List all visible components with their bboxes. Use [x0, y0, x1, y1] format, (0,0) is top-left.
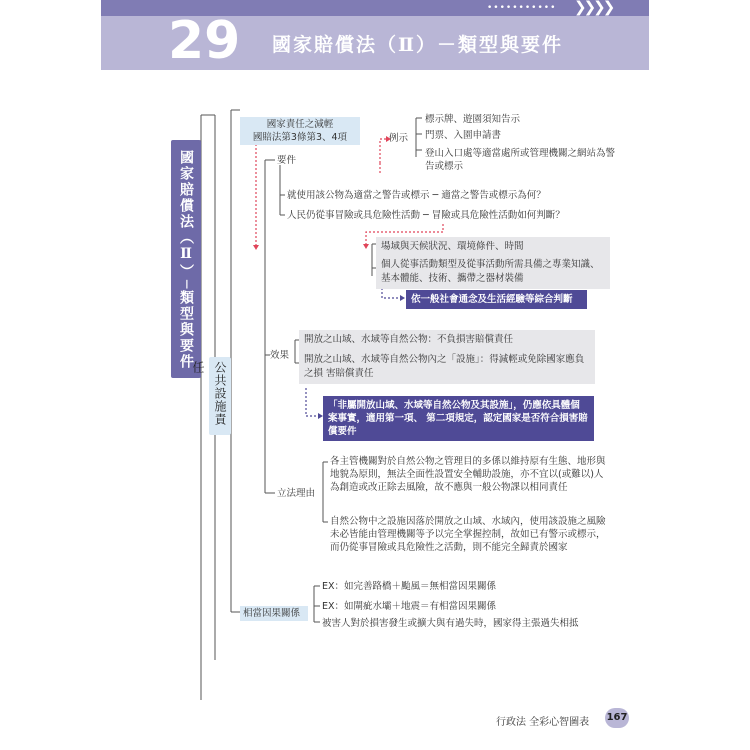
risk-factor: 個人從事活動類型及從事活動所需具備之專業知識、基本體能、技術、攜帶之器材裝備 — [381, 259, 600, 284]
examples-label: 例示 — [389, 133, 409, 144]
risk-judgement-box: 依一般社會通念及生活經驗等綜合判斷 — [406, 290, 587, 309]
vertical-chapter-title: 國家賠償法（Ⅱ）─類型與要件 — [171, 140, 201, 378]
example-item: 登山入口處等適當處所或管理機關之網站為警告或標示 — [425, 148, 616, 172]
legislative-reason: 各主管機關對於自然公物之管理目的多係以維持原有生態、地形與地貌為原則，無法全面性設置安全輔助設施，亦不宜以(或難以)人為創造或改正除去風險，故不應與一般公物課以相同責任 — [330, 456, 606, 493]
header-dots: ••••••••••• — [487, 3, 557, 13]
effect-item: 開放之山域、水域等自然公物內之「設施」：得減輕或免除國家應負之損 害賠償責任 — [304, 354, 585, 379]
chapter-title: 國家賠償法（Ⅱ）－類型與要件 — [272, 34, 564, 56]
risk-factors-box — [376, 237, 610, 289]
example-item: 標示牌、遊園須知告示 — [425, 114, 521, 125]
chapter-number: 29 — [168, 11, 241, 71]
effect-item: 開放之山域、水域等自然公物：不負損害賠償責任 — [304, 334, 514, 345]
requirement-question-1: 就使用該公物為適當之警告或標示 ─ 適當之警告或標示為何？ — [287, 190, 546, 201]
legislative-reason: 自然公物中之設施因落於開放之山域、水域內，使用該設施之風險未必皆能由管理機關等予以完全掌握控制，故如已有警示或標示，而仍從事冒險或具危險性之活動，則不能完全歸責於國家 — [330, 516, 606, 553]
liability-reduction-title: 國家責任之減輕 — [266, 119, 334, 130]
example-item: 門票、入園申請書 — [425, 130, 502, 141]
effect-note-box: 「非屬開放山域、水域等自然公物及其設施」，仍應依具體個案事實，適用第一項、 第二項規定，認定國家是否符合損害賠償要件 — [323, 396, 594, 441]
section-label: 公共設施責任 — [209, 357, 231, 435]
law-reference: 國賠法第3條第3、4項 — [252, 132, 348, 143]
risk-factor: 場域與天候狀況、環境條件、時間 — [381, 241, 524, 252]
causation-item: 被害人對於損害發生或擴大與有過失時，國家得主張過失相抵 — [322, 618, 579, 629]
causation-item: EX：如完善路橋＋颱風＝無相當因果關係 — [322, 581, 497, 592]
legislative-label: 立法理由 — [277, 488, 316, 499]
causation-label: 相當因果關係 — [240, 606, 308, 621]
book-title: 行政法 全彩心智圖表 — [496, 717, 590, 728]
requirement-label: 要件 — [277, 155, 297, 166]
header-arrows-icon: ❯❯❯❯ — [574, 0, 613, 16]
effects-box — [299, 330, 595, 384]
liability-reduction-box — [240, 117, 360, 145]
effect-label: 效果 — [270, 350, 290, 361]
requirement-question-2: 人民仍從事冒險或具危險性活動 ─ 冒險或具危險性活動如何判斷？ — [287, 210, 565, 221]
causation-item: EX：如閘疵水壩＋地震＝有相當因果關係 — [322, 601, 497, 612]
page-number: 167 — [605, 708, 629, 728]
